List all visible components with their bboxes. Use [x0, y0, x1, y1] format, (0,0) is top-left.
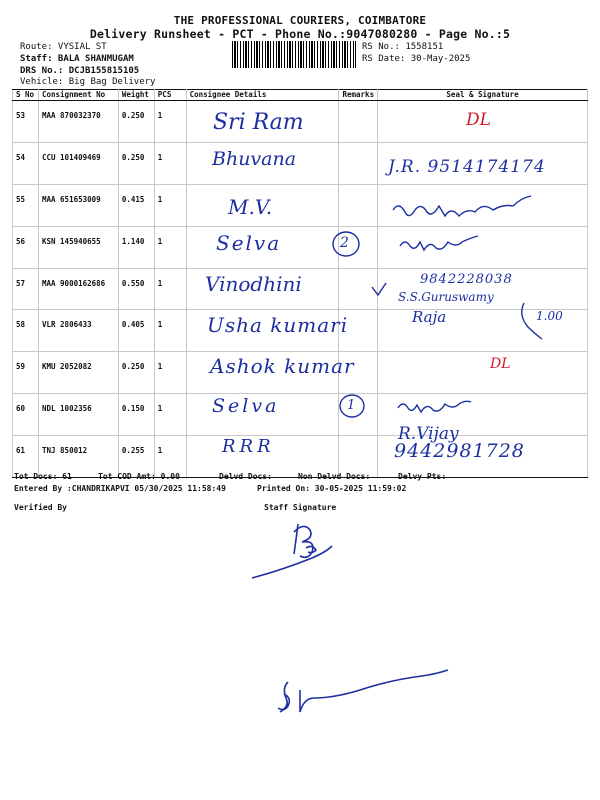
sno-cell: 57	[13, 268, 39, 310]
consignment-cell: KMU 2052082	[38, 352, 118, 394]
column-header: PCS	[154, 90, 186, 101]
column-header: Consignee Details	[186, 90, 339, 101]
column-header: Seal & Signature	[378, 90, 588, 101]
handwritten-consignee-name: Selva	[212, 395, 280, 417]
consignment-cell: VLR 2806433	[38, 310, 118, 352]
handwritten-receiver-phone: 9442981728	[394, 440, 525, 462]
runsheet-subtitle: Delivery Runsheet - PCT - Phone No.:9047080280 - Page No.:5	[89, 27, 511, 41]
weight-cell: 0.250	[118, 352, 154, 394]
consignment-cell: NDL 1002356	[38, 394, 118, 436]
sno-cell: 54	[13, 142, 39, 184]
weight-cell: 0.550	[118, 268, 154, 310]
entered-by: Entered By :CHANDRIKAPVI 05/30/2025 11:58:49	[14, 484, 226, 493]
weight-cell: 0.250	[118, 142, 154, 184]
pcs-cell: 1	[154, 394, 186, 436]
pcs-cell: 1	[154, 268, 186, 310]
column-header: Consignment No	[38, 90, 118, 101]
handwritten-consignee-name: Bhuvana	[212, 148, 297, 170]
handwritten-consignee-name: Ashok kumar	[210, 354, 355, 378]
sno-cell: 58	[13, 310, 39, 352]
weight-cell: 0.415	[118, 184, 154, 226]
sno-cell: 53	[13, 101, 39, 143]
pcs-cell: 1	[154, 184, 186, 226]
delivery-mark: DL	[490, 356, 511, 372]
consignment-cell: TNJ 850012	[38, 436, 118, 478]
consignment-cell: CCU 101409469	[38, 142, 118, 184]
delivery-points: Delvy Pts:	[398, 472, 447, 481]
circled-count-value: 1	[347, 398, 356, 413]
column-header: S No	[13, 90, 39, 101]
handwritten-consignee-name: RRR	[222, 436, 275, 457]
handwritten-consignee-name: Sri Ram	[213, 110, 304, 135]
seal-cell	[378, 184, 588, 226]
non-delivered-docs: Non Delvd Docs:	[298, 472, 371, 481]
weight-cell: 0.150	[118, 394, 154, 436]
handwritten-delivery-time: 1.00	[536, 309, 563, 323]
table-row	[13, 394, 588, 436]
handwritten-consignee-name: Selva	[216, 231, 282, 255]
weight-cell: 0.255	[118, 436, 154, 478]
consignment-cell: MAA 651653009	[38, 184, 118, 226]
seal-cell	[378, 352, 588, 394]
remarks-cell	[339, 142, 378, 184]
sno-cell: 56	[13, 226, 39, 268]
sno-cell: 61	[13, 436, 39, 478]
rs-date: RS Date: 30-May-2025	[362, 54, 471, 64]
consignment-cell: KSN 145940655	[38, 226, 118, 268]
handwritten-consignee-name: Usha kumari	[207, 313, 349, 337]
pcs-cell: 1	[154, 226, 186, 268]
staff-signature-label: Staff Signature	[264, 503, 337, 512]
remarks-cell	[339, 101, 378, 143]
total-cod-amount: Tot COD Amt: 0.00	[98, 472, 180, 481]
remarks-cell	[339, 184, 378, 226]
verified-by-label: Verified By	[14, 503, 67, 512]
delivery-mark: DL	[466, 110, 491, 130]
route-label: Route: VYSIAL ST	[20, 42, 107, 52]
weight-cell: 1.140	[118, 226, 154, 268]
pcs-cell: 1	[154, 436, 186, 478]
printed-on: Printed On: 30-05-2025 11:59:02	[257, 484, 407, 493]
sno-cell: 55	[13, 184, 39, 226]
handwritten-receiver-phone: J.R. 9514174174	[388, 157, 546, 177]
rs-number: RS No.: 1558151	[362, 42, 444, 52]
consignment-cell: MAA 9000162686	[38, 268, 118, 310]
pcs-cell: 1	[154, 101, 186, 143]
column-header: Weight	[118, 90, 154, 101]
pcs-cell: 1	[154, 142, 186, 184]
handwritten-receiver-name: Raja	[412, 308, 447, 326]
staff-label: Staff: BALA SHANMUGAM	[20, 54, 134, 64]
drs-number: DRS No.: DCJB155815105	[20, 66, 140, 76]
circled-count-value: 2	[340, 235, 349, 251]
weight-cell: 0.250	[118, 101, 154, 143]
delivered-docs: Delvd Docs:	[219, 472, 272, 481]
company-title: THE PROFESSIONAL COURIERS, COIMBATORE	[173, 14, 427, 27]
pcs-cell: 1	[154, 352, 186, 394]
handwritten-consignee-name: M.V.	[228, 195, 273, 219]
consignment-cell: MAA 870032370	[38, 101, 118, 143]
barcode	[232, 41, 356, 68]
weight-cell: 0.405	[118, 310, 154, 352]
table-row	[13, 184, 588, 226]
handwritten-consignee-name: Vinodhini	[205, 272, 302, 296]
pcs-cell: 1	[154, 310, 186, 352]
sno-cell: 59	[13, 352, 39, 394]
remarks-cell	[339, 268, 378, 310]
vehicle-label: Vehicle: Big Bag Delivery	[20, 77, 156, 87]
remarks-cell	[339, 394, 378, 436]
column-header: Remarks	[339, 90, 378, 101]
total-docs: Tot Docs: 61	[14, 472, 72, 481]
handwritten-receiver-name: S.S.Guruswamy	[398, 290, 494, 304]
seal-cell	[378, 226, 588, 268]
handwritten-receiver-name: R.Vijay	[398, 424, 459, 444]
table-header-row	[13, 90, 588, 101]
handwritten-receiver-phone: 9842228038	[420, 272, 513, 287]
table-row	[13, 226, 588, 268]
sno-cell: 60	[13, 394, 39, 436]
